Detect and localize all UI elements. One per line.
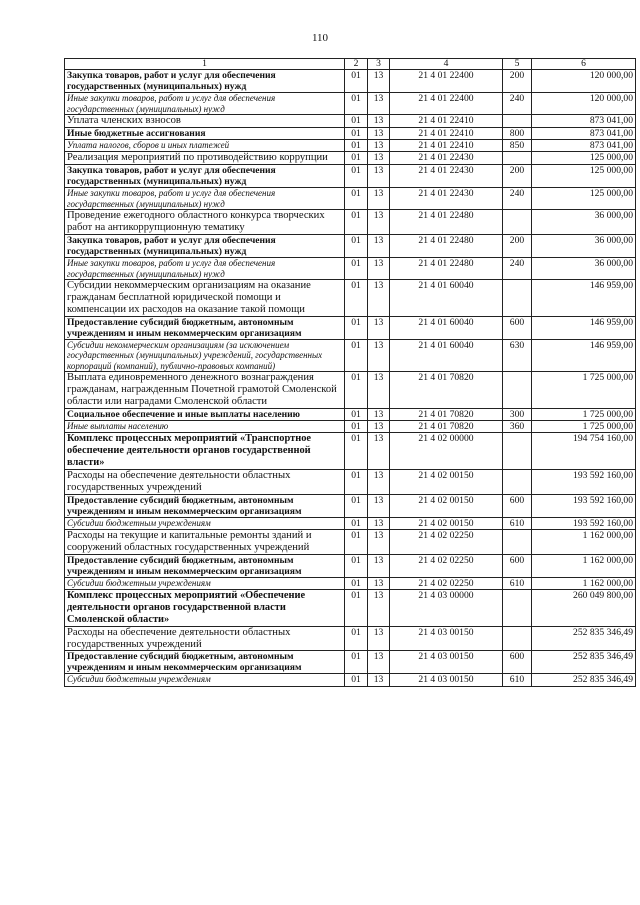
table-row [65,577,636,589]
table-row [65,234,636,257]
item-name: Уплата налогов, сборов и иных платежей [65,140,345,152]
target-article-code: 21 4 03 00150 [390,651,503,674]
column-header-3: 3 [368,59,390,70]
amount: 1 162 000,00 [532,554,636,577]
expense-type-code: 610 [503,577,532,589]
target-article-code: 21 4 02 02250 [390,554,503,577]
target-article-code: 21 4 03 00150 [390,674,503,686]
target-article-code: 21 4 01 22410 [390,140,503,152]
expense-type-code: 200 [503,234,532,257]
amount: 252 835 346,49 [532,626,636,651]
table-row [65,280,636,316]
target-article-code: 21 4 01 22480 [390,210,503,235]
table-row [65,372,636,408]
item-name: Иные бюджетные ассигнования [65,127,345,139]
target-article-code: 21 4 02 02250 [390,577,503,589]
item-name: Закупка товаров, работ и услуг для обеспечения государственных (муниципальных) нужд [65,234,345,257]
expense-type-code: 200 [503,70,532,93]
table-row [65,210,636,235]
table-row [65,554,636,577]
table-row [65,651,636,674]
subsection-code: 13 [368,589,390,626]
target-article-code: 21 4 02 00000 [390,433,503,470]
amount: 146 959,00 [532,339,636,372]
amount: 36 000,00 [532,257,636,279]
expense-type-code [503,210,532,235]
expense-type-code: 800 [503,127,532,139]
target-article-code: 21 4 01 22400 [390,70,503,93]
table-row [65,93,636,115]
item-name: Расходы на обеспечение деятельности областных государственных учреждений [65,470,345,495]
expense-type-code: 360 [503,420,532,432]
section-code: 01 [345,577,368,589]
item-name: Иные закупки товаров, работ и услуг для обеспечения государственных (муниципальных) нужд [65,257,345,279]
section-code: 01 [345,280,368,316]
section-code: 01 [345,674,368,686]
item-name: Субсидии бюджетным учреждениям [65,577,345,589]
amount: 1 725 000,00 [532,372,636,408]
subsection-code: 13 [368,257,390,279]
item-name: Субсидии некоммерческим организациям (за исключением государственных (муниципальных) учреждений, государственных корпораций (компаний), публично-правовых компаний) [65,339,345,372]
section-code: 01 [345,372,368,408]
subsection-code: 13 [368,339,390,372]
section-code: 01 [345,127,368,139]
item-name: Расходы на обеспечение деятельности областных государственных учреждений [65,626,345,651]
target-article-code: 21 4 02 00150 [390,470,503,495]
subsection-code: 13 [368,188,390,210]
item-name: Проведение ежегодного областного конкурса творческих работ на антикоррупционную тематику [65,210,345,235]
subsection-code: 13 [368,626,390,651]
subsection-code: 13 [368,433,390,470]
section-code: 01 [345,408,368,420]
expense-type-code [503,626,532,651]
expense-type-code: 600 [503,494,532,517]
page-number: 110 [311,32,329,44]
table-row [65,529,636,554]
table-row [65,433,636,470]
target-article-code: 21 4 01 22480 [390,234,503,257]
section-code: 01 [345,339,368,372]
expense-type-code: 600 [503,651,532,674]
amount: 193 592 160,00 [532,470,636,495]
expense-type-code [503,372,532,408]
target-article-code: 21 4 01 70820 [390,372,503,408]
subsection-code: 13 [368,554,390,577]
subsection-code: 13 [368,529,390,554]
target-article-code: 21 4 01 22430 [390,152,503,165]
target-article-code: 21 4 01 70820 [390,408,503,420]
expense-type-code: 610 [503,517,532,529]
table-row [65,316,636,339]
subsection-code: 13 [368,127,390,139]
amount: 125 000,00 [532,152,636,165]
expense-type-code: 240 [503,188,532,210]
item-name: Субсидии бюджетным учреждениям [65,674,345,686]
subsection-code: 13 [368,280,390,316]
table-row [65,70,636,93]
subsection-code: 13 [368,234,390,257]
expense-type-code [503,280,532,316]
section-code: 01 [345,470,368,495]
table-row [65,420,636,432]
target-article-code: 21 4 01 22410 [390,115,503,128]
item-name: Реализация мероприятий по противодействию коррупции [65,152,345,165]
item-name: Закупка товаров, работ и услуг для обеспечения государственных (муниципальных) нужд [65,70,345,93]
item-name: Субсидии бюджетным учреждениям [65,517,345,529]
target-article-code: 21 4 02 02250 [390,529,503,554]
amount: 36 000,00 [532,234,636,257]
table-row [65,140,636,152]
subsection-code: 13 [368,165,390,188]
target-article-code: 21 4 02 00150 [390,517,503,529]
column-header-6: 6 [532,59,636,70]
expense-type-code: 200 [503,165,532,188]
item-name: Субсидии некоммерческим организациям на оказание гражданам бесплатной юридической помощи и компенсации их расходов на оказание такой помощи [65,280,345,316]
expense-type-code [503,115,532,128]
section-code: 01 [345,554,368,577]
table-row [65,127,636,139]
subsection-code: 13 [368,651,390,674]
expense-type-code [503,589,532,626]
subsection-code: 13 [368,420,390,432]
table-row [65,339,636,372]
section-code: 01 [345,165,368,188]
item-name: Предоставление субсидий бюджетным, автономным учреждениям и иным некоммерческим организациям [65,316,345,339]
target-article-code: 21 4 01 60040 [390,316,503,339]
section-code: 01 [345,152,368,165]
item-name: Предоставление субсидий бюджетным, автономным учреждениям и иным некоммерческим организациям [65,494,345,517]
expense-type-code: 600 [503,316,532,339]
amount: 1 725 000,00 [532,420,636,432]
subsection-code: 13 [368,140,390,152]
section-code: 01 [345,93,368,115]
item-name: Комплекс процессных мероприятий «Обеспечение деятельности органов государственной власти Смоленской области» [65,589,345,626]
subsection-code: 13 [368,470,390,495]
amount: 36 000,00 [532,210,636,235]
expense-type-code: 240 [503,257,532,279]
table-header-row [65,59,636,70]
amount: 194 754 160,00 [532,433,636,470]
amount: 1 162 000,00 [532,529,636,554]
amount: 146 959,00 [532,316,636,339]
budget-table [64,58,636,687]
amount: 873 041,00 [532,127,636,139]
expense-type-code: 850 [503,140,532,152]
expense-type-code: 610 [503,674,532,686]
item-name: Предоставление субсидий бюджетным, автономным учреждениям и иным некоммерческим организациям [65,651,345,674]
target-article-code: 21 4 01 60040 [390,280,503,316]
amount: 193 592 160,00 [532,494,636,517]
section-code: 01 [345,140,368,152]
table-row [65,589,636,626]
target-article-code: 21 4 01 22430 [390,188,503,210]
subsection-code: 13 [368,152,390,165]
table-row [65,674,636,686]
amount: 193 592 160,00 [532,517,636,529]
table-row [65,626,636,651]
amount: 260 049 800,00 [532,589,636,626]
subsection-code: 13 [368,115,390,128]
table-row [65,152,636,165]
section-code: 01 [345,433,368,470]
target-article-code: 21 4 01 22410 [390,127,503,139]
amount: 146 959,00 [532,280,636,316]
section-code: 01 [345,651,368,674]
subsection-code: 13 [368,93,390,115]
target-article-code: 21 4 01 22400 [390,93,503,115]
amount: 120 000,00 [532,70,636,93]
amount: 252 835 346,49 [532,651,636,674]
column-header-1: 1 [65,59,345,70]
column-header-2: 2 [345,59,368,70]
target-article-code: 21 4 03 00000 [390,589,503,626]
column-header-5: 5 [503,59,532,70]
expense-type-code [503,433,532,470]
target-article-code: 21 4 01 70820 [390,420,503,432]
table-row [65,408,636,420]
subsection-code: 13 [368,210,390,235]
section-code: 01 [345,529,368,554]
expense-type-code: 630 [503,339,532,372]
table-row [65,517,636,529]
amount: 125 000,00 [532,188,636,210]
amount: 1 162 000,00 [532,577,636,589]
section-code: 01 [345,626,368,651]
subsection-code: 13 [368,316,390,339]
subsection-code: 13 [368,70,390,93]
section-code: 01 [345,234,368,257]
expense-type-code: 600 [503,554,532,577]
table-row [65,257,636,279]
section-code: 01 [345,316,368,339]
item-name: Расходы на текущие и капитальные ремонты зданий и сооружений областных государственных учреждений [65,529,345,554]
subsection-code: 13 [368,408,390,420]
item-name: Предоставление субсидий бюджетным, автономным учреждениям и иным некоммерческим организациям [65,554,345,577]
expense-type-code [503,470,532,495]
section-code: 01 [345,210,368,235]
section-code: 01 [345,589,368,626]
item-name: Закупка товаров, работ и услуг для обеспечения государственных (муниципальных) нужд [65,165,345,188]
amount: 873 041,00 [532,115,636,128]
section-code: 01 [345,517,368,529]
section-code: 01 [345,115,368,128]
expense-type-code: 300 [503,408,532,420]
section-code: 01 [345,70,368,93]
target-article-code: 21 4 02 00150 [390,494,503,517]
item-name: Социальное обеспечение и иные выплаты населению [65,408,345,420]
amount: 252 835 346,49 [532,674,636,686]
item-name: Уплата членских взносов [65,115,345,128]
item-name: Иные выплаты населению [65,420,345,432]
expense-type-code: 240 [503,93,532,115]
target-article-code: 21 4 01 22480 [390,257,503,279]
section-code: 01 [345,188,368,210]
target-article-code: 21 4 03 00150 [390,626,503,651]
table-row [65,470,636,495]
amount: 873 041,00 [532,140,636,152]
amount: 120 000,00 [532,93,636,115]
column-header-4: 4 [390,59,503,70]
table-row [65,165,636,188]
item-name: Иные закупки товаров, работ и услуг для обеспечения государственных (муниципальных) нужд [65,188,345,210]
target-article-code: 21 4 01 60040 [390,339,503,372]
table-row [65,494,636,517]
item-name: Иные закупки товаров, работ и услуг для обеспечения государственных (муниципальных) нужд [65,93,345,115]
subsection-code: 13 [368,517,390,529]
section-code: 01 [345,420,368,432]
subsection-code: 13 [368,674,390,686]
expense-type-code [503,529,532,554]
subsection-code: 13 [368,494,390,517]
expense-type-code [503,152,532,165]
subsection-code: 13 [368,577,390,589]
table-row [65,188,636,210]
amount: 125 000,00 [532,165,636,188]
amount: 1 725 000,00 [532,408,636,420]
subsection-code: 13 [368,372,390,408]
target-article-code: 21 4 01 22430 [390,165,503,188]
table-row [65,115,636,128]
section-code: 01 [345,494,368,517]
item-name: Комплекс процессных мероприятий «Транспортное обеспечение деятельности органов государственной власти» [65,433,345,470]
item-name: Выплата единовременного денежного вознаграждения гражданам, награжденным Почетной грамотой Смоленской области или наградами Смоленской области [65,372,345,408]
section-code: 01 [345,257,368,279]
